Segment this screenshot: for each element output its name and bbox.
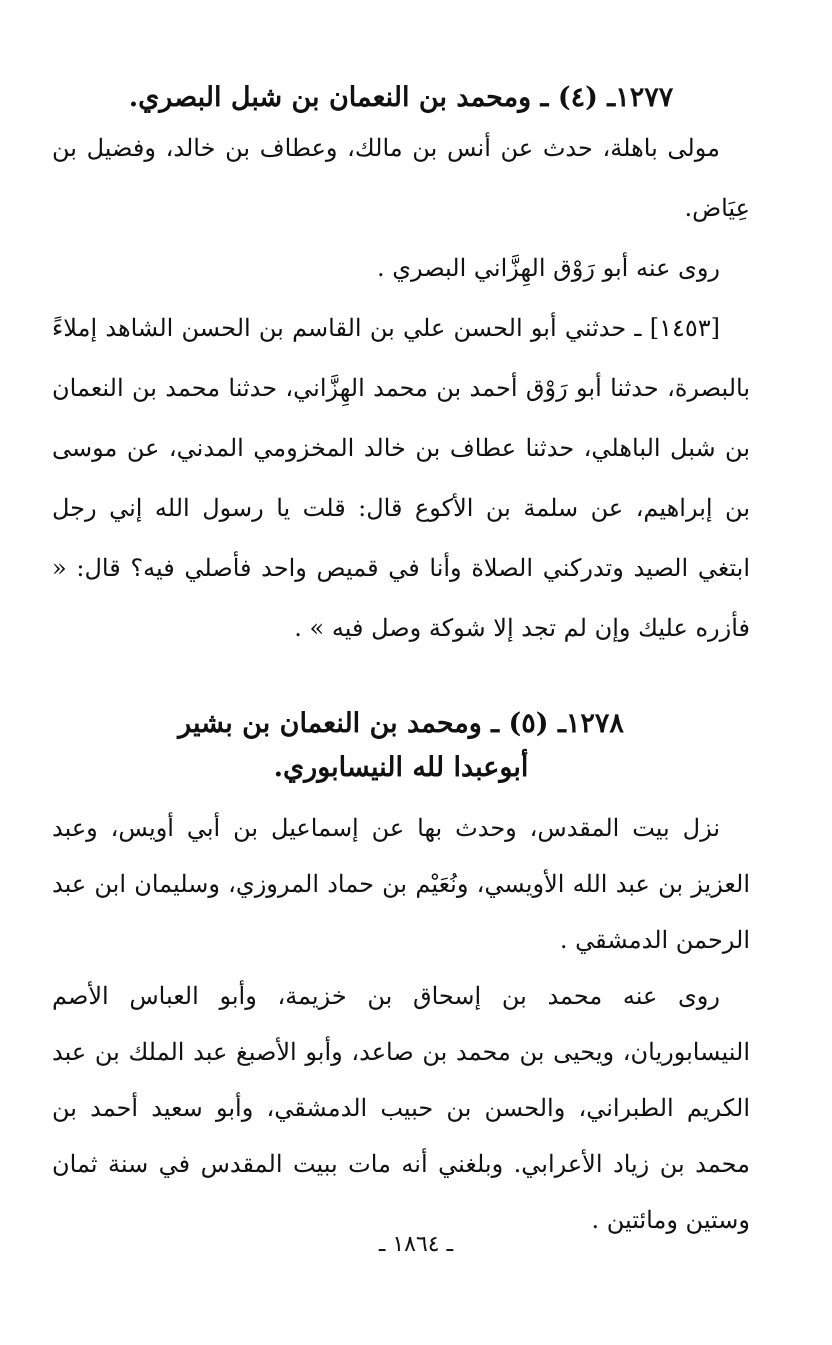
entry-1278-paragraph-narrators: روى عنه محمد بن إسحاق بن خزيمة، وأبو العباس الأصم النيسابوريان، ويحيى بن محمد بن صاعد، وأبو الأصبغ عبد الملك بن عبد الكريم الطبراني، والحسن بن حبيب الدمشقي، وأبو سعيد أحمد بن محمد بن زياد الأعرابي. وبلغني أنه مات ببيت المقدس في سنة ثمان وستين ومائتين . [52,982,750,1234]
entry-1278-paragraph-teachers: نزل بيت المقدس، وحدث بها عن إسماعيل بن أبي أويس، وعبد العزيز بن عبد الله الأويسي، ونُعَيْم بن حماد المروزي، وسليمان ابن عبد الرحمن الدمشقي . [52,814,750,954]
page-body [52,70,750,1248]
entry-1278-title: ١٢٧٨ـ (٥) ـ ومحمد بن النعمان بن بشير [178,708,624,739]
entry-1277-hadith-1453: [١٤٥٣] ـ حدثني أبو الحسن علي بن القاسم بن الحسن الشاهد إملاءً بالبصرة، حدثنا أبو رَوْق أحمد بن محمد الهِزَّاني، حدثنا محمد بن النعمان بن شبل الباهلي، حدثنا عطاف بن خالد المخزومي المدني، عن موسى بن إبراهيم، عن سلمة بن الأكوع قال: قلت يا رسول الله إني رجل ابتغي الصيد وتدركني الصلاة وأنا في قميص واحد فأصلي فيه؟ قال: « فأزره عليك وإن لم تجد إلا شوكة وصل فيه » . [52,314,751,642]
entry-1277-paragraph-teachers: مولى باهلة، حدث عن أنس بن مالك، وعطاف بن خالد، وفضيل بن عِيَاض. [52,134,750,222]
section-spacer [52,658,750,702]
entry-1278-subtitle: أبوعبدا لله النيسابوري. [273,752,529,783]
entry-1277-paragraph-narrators: روى عنه أبو رَوْق الهِزَّاني البصري . [376,254,720,282]
page-number: ـ ١٨٦٤ ـ [378,1232,454,1257]
entry-1277-title: ١٢٧٧ـ (٤) ـ ومحمد بن النعمان بن شبل البصري. [128,82,674,113]
